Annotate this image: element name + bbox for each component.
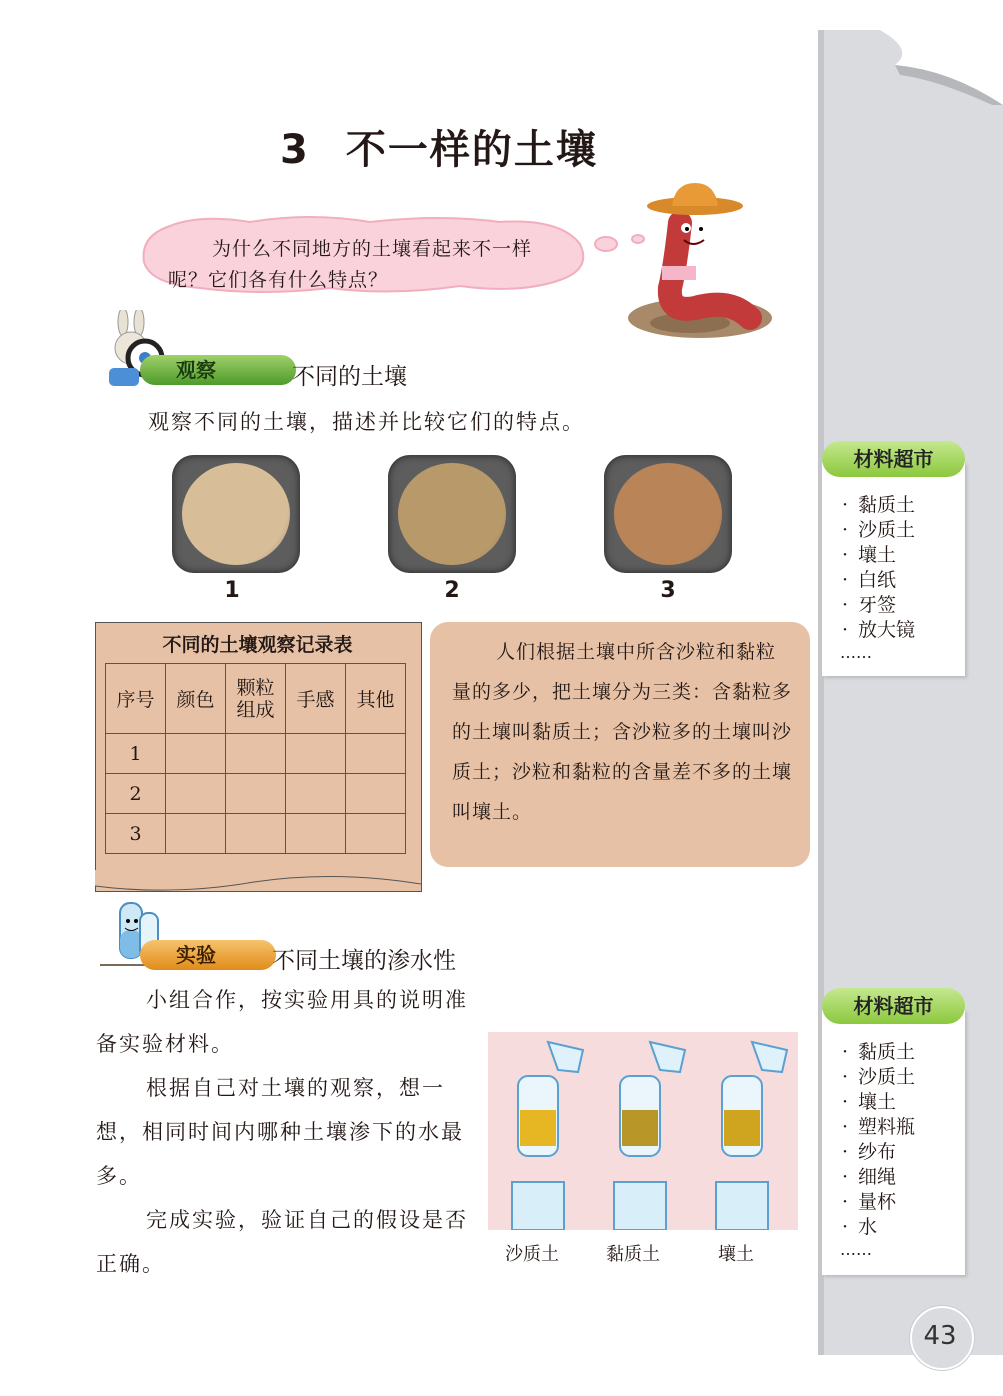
material-item: · 细绳: [840, 1165, 960, 1190]
table-cell: [226, 734, 286, 774]
table-row: [106, 734, 406, 774]
petri-dish-2: [388, 455, 516, 573]
material-item: · 壤土: [840, 543, 960, 568]
lesson-title: [280, 118, 598, 175]
soil-sample-2: [398, 463, 506, 565]
header-cell: 手感: [286, 664, 346, 734]
table-row: [106, 814, 406, 854]
material-item: · 水: [840, 1215, 960, 1240]
table-cell: [226, 814, 286, 854]
dish-label-2: 2: [444, 578, 460, 603]
soil-sample-1: [182, 463, 290, 565]
lesson-number: 3: [280, 127, 310, 173]
material-item: · 纱布: [840, 1140, 960, 1165]
table-cell: [286, 734, 346, 774]
table-cell: [166, 774, 226, 814]
dish-label-1: 1: [224, 578, 240, 603]
material-item: · 黏质土: [840, 1040, 960, 1065]
experiment-badge: 实验: [140, 940, 276, 970]
setup-loam: [716, 1042, 787, 1230]
earthworm-cowboy-icon: [620, 178, 780, 343]
material-item: · 沙质土: [840, 518, 960, 543]
material-item: · 塑料瓶: [840, 1115, 960, 1140]
petri-dish-3: [604, 455, 732, 573]
setup-label-sandy: 沙质土: [505, 1244, 559, 1265]
header-cell: 颜色: [166, 664, 226, 734]
page-number: 43: [923, 1321, 957, 1351]
record-table: [105, 663, 406, 854]
table-cell: [166, 734, 226, 774]
table-row: [106, 774, 406, 814]
setup-clay: [614, 1042, 685, 1230]
material-item: · 量杯: [840, 1190, 960, 1215]
materials-title-2: 材料超市: [822, 988, 965, 1024]
bubble-question: 为什么不同地方的土壤看起来不一样呢？它们各有什么特点？: [168, 238, 533, 291]
materials-list-1: [840, 493, 960, 662]
material-item: · 放大镜: [840, 618, 960, 643]
table-header-row: [106, 664, 406, 734]
filter-setup-illustration: [488, 1032, 798, 1230]
setup-sandy: [512, 1042, 583, 1230]
materials-list-2: [840, 1040, 960, 1259]
material-item: · 牙签: [840, 593, 960, 618]
row-number: 3: [106, 814, 166, 854]
header-cell-text: 颗粒组成: [236, 676, 275, 721]
soil-sample-3: [614, 463, 722, 565]
experiment-title: 不同土壤的渗水性: [272, 948, 456, 974]
table-cell: [346, 814, 406, 854]
material-item: · 白纸: [840, 568, 960, 593]
setup-label-clay: 黏质土: [606, 1244, 660, 1265]
table-cell: [346, 734, 406, 774]
observe-badge: 观察: [140, 355, 296, 385]
table-cell: [286, 814, 346, 854]
observe-description: 观察不同的土壤，描述并比较它们的特点。: [148, 410, 585, 434]
observe-title: 不同的土壤: [292, 364, 407, 390]
material-item: · 沙质土: [840, 1065, 960, 1090]
table-cell: [166, 814, 226, 854]
info-text: 人们根据土壤中所含沙粒和黏粒量的多少，把土壤分为三类：含黏粒多的土壤叫黏质土；含沙粒多的土壤叫沙质土；沙粒和黏粒的含量差不多的土壤叫壤土。: [452, 641, 793, 823]
experiment-paragraph-1: 小组合作，按实验用具的说明准备实验材料。: [96, 988, 468, 1056]
header-cell: 序号: [106, 664, 166, 734]
table-cell: [346, 774, 406, 814]
experiment-paragraph-2: 根据自己对土壤的观察，想一想，相同时间内哪种土壤渗下的水最多。: [96, 1076, 464, 1188]
table-cell: [226, 774, 286, 814]
record-table-title: 不同的土壤观察记录表: [162, 634, 353, 656]
row-number: 1: [106, 734, 166, 774]
material-item: · 壤土: [840, 1090, 960, 1115]
materials-more: ……: [840, 1240, 872, 1259]
dish-label-3: 3: [660, 578, 676, 603]
materials-title-1: 材料超市: [822, 441, 965, 477]
table-cell: [286, 774, 346, 814]
setup-label-loam: 壤土: [718, 1244, 754, 1265]
page-curl-icon: [880, 30, 1003, 105]
header-cell: [226, 664, 286, 734]
experiment-paragraph-3: 完成实验，验证自己的假设是否正确。: [96, 1208, 468, 1276]
row-number: 2: [106, 774, 166, 814]
header-cell: 其他: [346, 664, 406, 734]
lesson-title-text: 不一样的土壤: [345, 127, 598, 173]
petri-dish-1: [172, 455, 300, 573]
materials-more: ……: [840, 643, 872, 662]
material-item: · 黏质土: [840, 493, 960, 518]
